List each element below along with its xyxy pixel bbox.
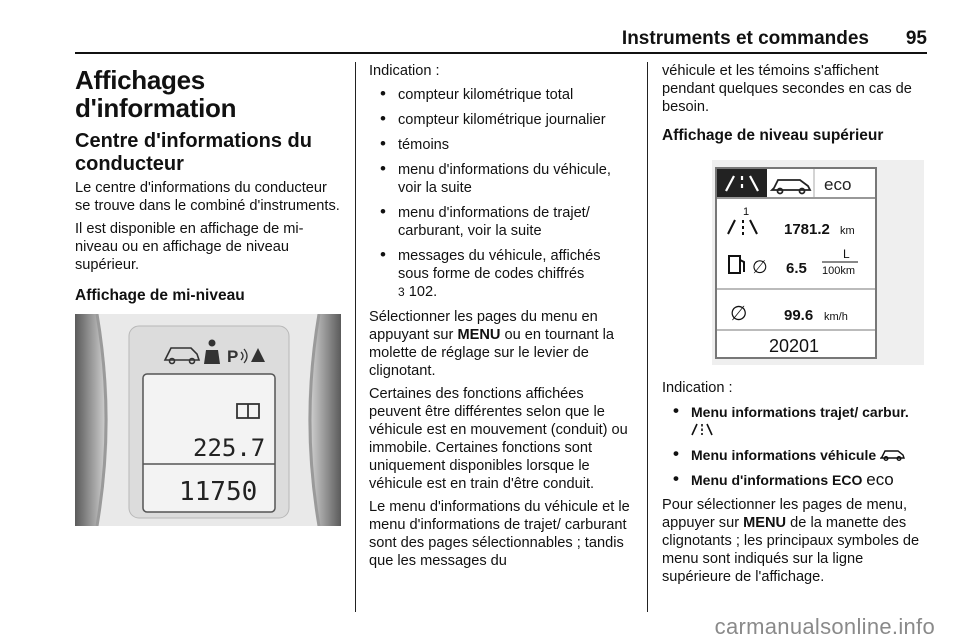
paragraph: Le centre d'informations du conducteur se trouve dans le combiné d'instruments.: [75, 180, 340, 214]
average-symbol: ∅: [752, 257, 768, 277]
menu-keyword: MENU: [457, 327, 501, 343]
mid-level-display-figure: [75, 314, 341, 526]
menu-list: [662, 403, 928, 489]
indication-intro: Indication :: [369, 63, 440, 79]
list-item: • menu d'informations de trajet/ carburant, voir la suite: [369, 204, 635, 240]
column-divider-1: [355, 62, 356, 612]
speed-value: 99.6: [784, 307, 814, 324]
odometer-value: 20201: [769, 336, 820, 356]
vehicle-info-icon: [880, 448, 906, 461]
menu-keyword: MENU: [743, 515, 787, 531]
subsection-title: Centre d'informations du conducteur: [75, 130, 312, 175]
park-assist-icon: P: [227, 347, 239, 366]
fuel-unit-bottom: 100km: [822, 265, 856, 277]
list-item-text: messages du véhicule, affichés sous forme de codes chiffrés: [398, 248, 601, 282]
page-ref: 102.: [404, 284, 438, 300]
watermark: carmanualsonline.info: [714, 614, 935, 639]
column-2: [369, 62, 635, 575]
trip-value: 1781.2: [784, 221, 830, 238]
page-header: [75, 28, 927, 52]
section-title-line-2: d'information: [75, 93, 237, 123]
heading-mid-level: Affichage de mi-niveau: [75, 287, 245, 304]
list-item: • menu d'informations du véhicule, voir la suite: [369, 161, 635, 197]
paragraph: [369, 308, 635, 380]
paragraph-text: Sélectionner les pages du menu en appuyant sur: [369, 309, 598, 343]
eco-icon: eco: [866, 470, 894, 489]
page-ref-arrow-icon: 3: [398, 285, 405, 299]
section-title-line-1: Affichages: [75, 65, 205, 95]
list-item-text: Menu d'informations ECO: [691, 472, 863, 488]
column-3: [662, 62, 928, 591]
trip-value: 225.7: [193, 434, 266, 462]
list-item-text: Menu informations trajet/ carbur.: [691, 404, 909, 420]
heading-upper-level: Affichage de niveau supérieur: [662, 127, 884, 144]
odometer-value: 11750: [179, 477, 258, 507]
paragraph-text: de la manette des clignotants ; les principaux symboles de menu sont indiqués sur la ligne supérieure de l'affichage.: [662, 515, 920, 585]
list-item-text: Menu informations véhicule: [691, 447, 877, 463]
section-title: [75, 66, 341, 122]
trip-index: 1: [743, 206, 750, 218]
list-item: • compteur kilométrique total: [369, 86, 635, 104]
running-title: Instruments et commandes: [621, 28, 869, 49]
list-item: • témoins: [369, 136, 635, 154]
indication-intro: Indication :: [662, 380, 733, 396]
paragraph-text: ou en tournant la molette de réglage sur le levier de clignotant.: [369, 327, 615, 379]
paragraph: Il est disponible en affichage de mi-niveau ou en affichage de niveau supérieur.: [75, 221, 304, 273]
page-number: 95: [905, 28, 927, 49]
indication-list: [369, 86, 635, 301]
list-item: • compteur kilométrique journalier: [369, 111, 635, 129]
upper-level-display-figure: [712, 160, 924, 365]
speed-unit: km/h: [824, 311, 848, 323]
eco-menu-icon: eco: [824, 175, 852, 194]
average-symbol: ∅: [730, 303, 748, 325]
list-item: [369, 247, 635, 301]
paragraph: [662, 496, 928, 586]
list-item: [662, 471, 928, 489]
column-1: [75, 62, 341, 526]
paragraph: Le menu d'informations du véhicule et le menu d'informations de trajet/ carburant sont des pages sélectionnables ; tandis que les messages du: [369, 499, 630, 569]
column-divider-2: [647, 62, 648, 612]
fuel-unit-top: L: [843, 247, 850, 261]
trip-fuel-icon: [691, 423, 713, 436]
list-item: [662, 403, 928, 439]
fuel-value: 6.5: [786, 260, 807, 277]
paragraph: véhicule et les témoins s'affichent pendant quelques secondes en cas de besoin.: [662, 63, 912, 115]
header-rule: [75, 52, 927, 54]
trip-unit: km: [840, 225, 855, 237]
paragraph: Certaines des fonctions affichées peuvent être différentes selon que le véhicule est en mouvement (conduit) ou immobile. Certaines fonctions sont uniquement disponibles lorsque le véhicule est en train d'être conduit.: [369, 386, 628, 492]
list-item: [662, 446, 928, 464]
paragraph-text: Pour sélectionner les pages de menu, appuyer sur: [662, 497, 908, 531]
